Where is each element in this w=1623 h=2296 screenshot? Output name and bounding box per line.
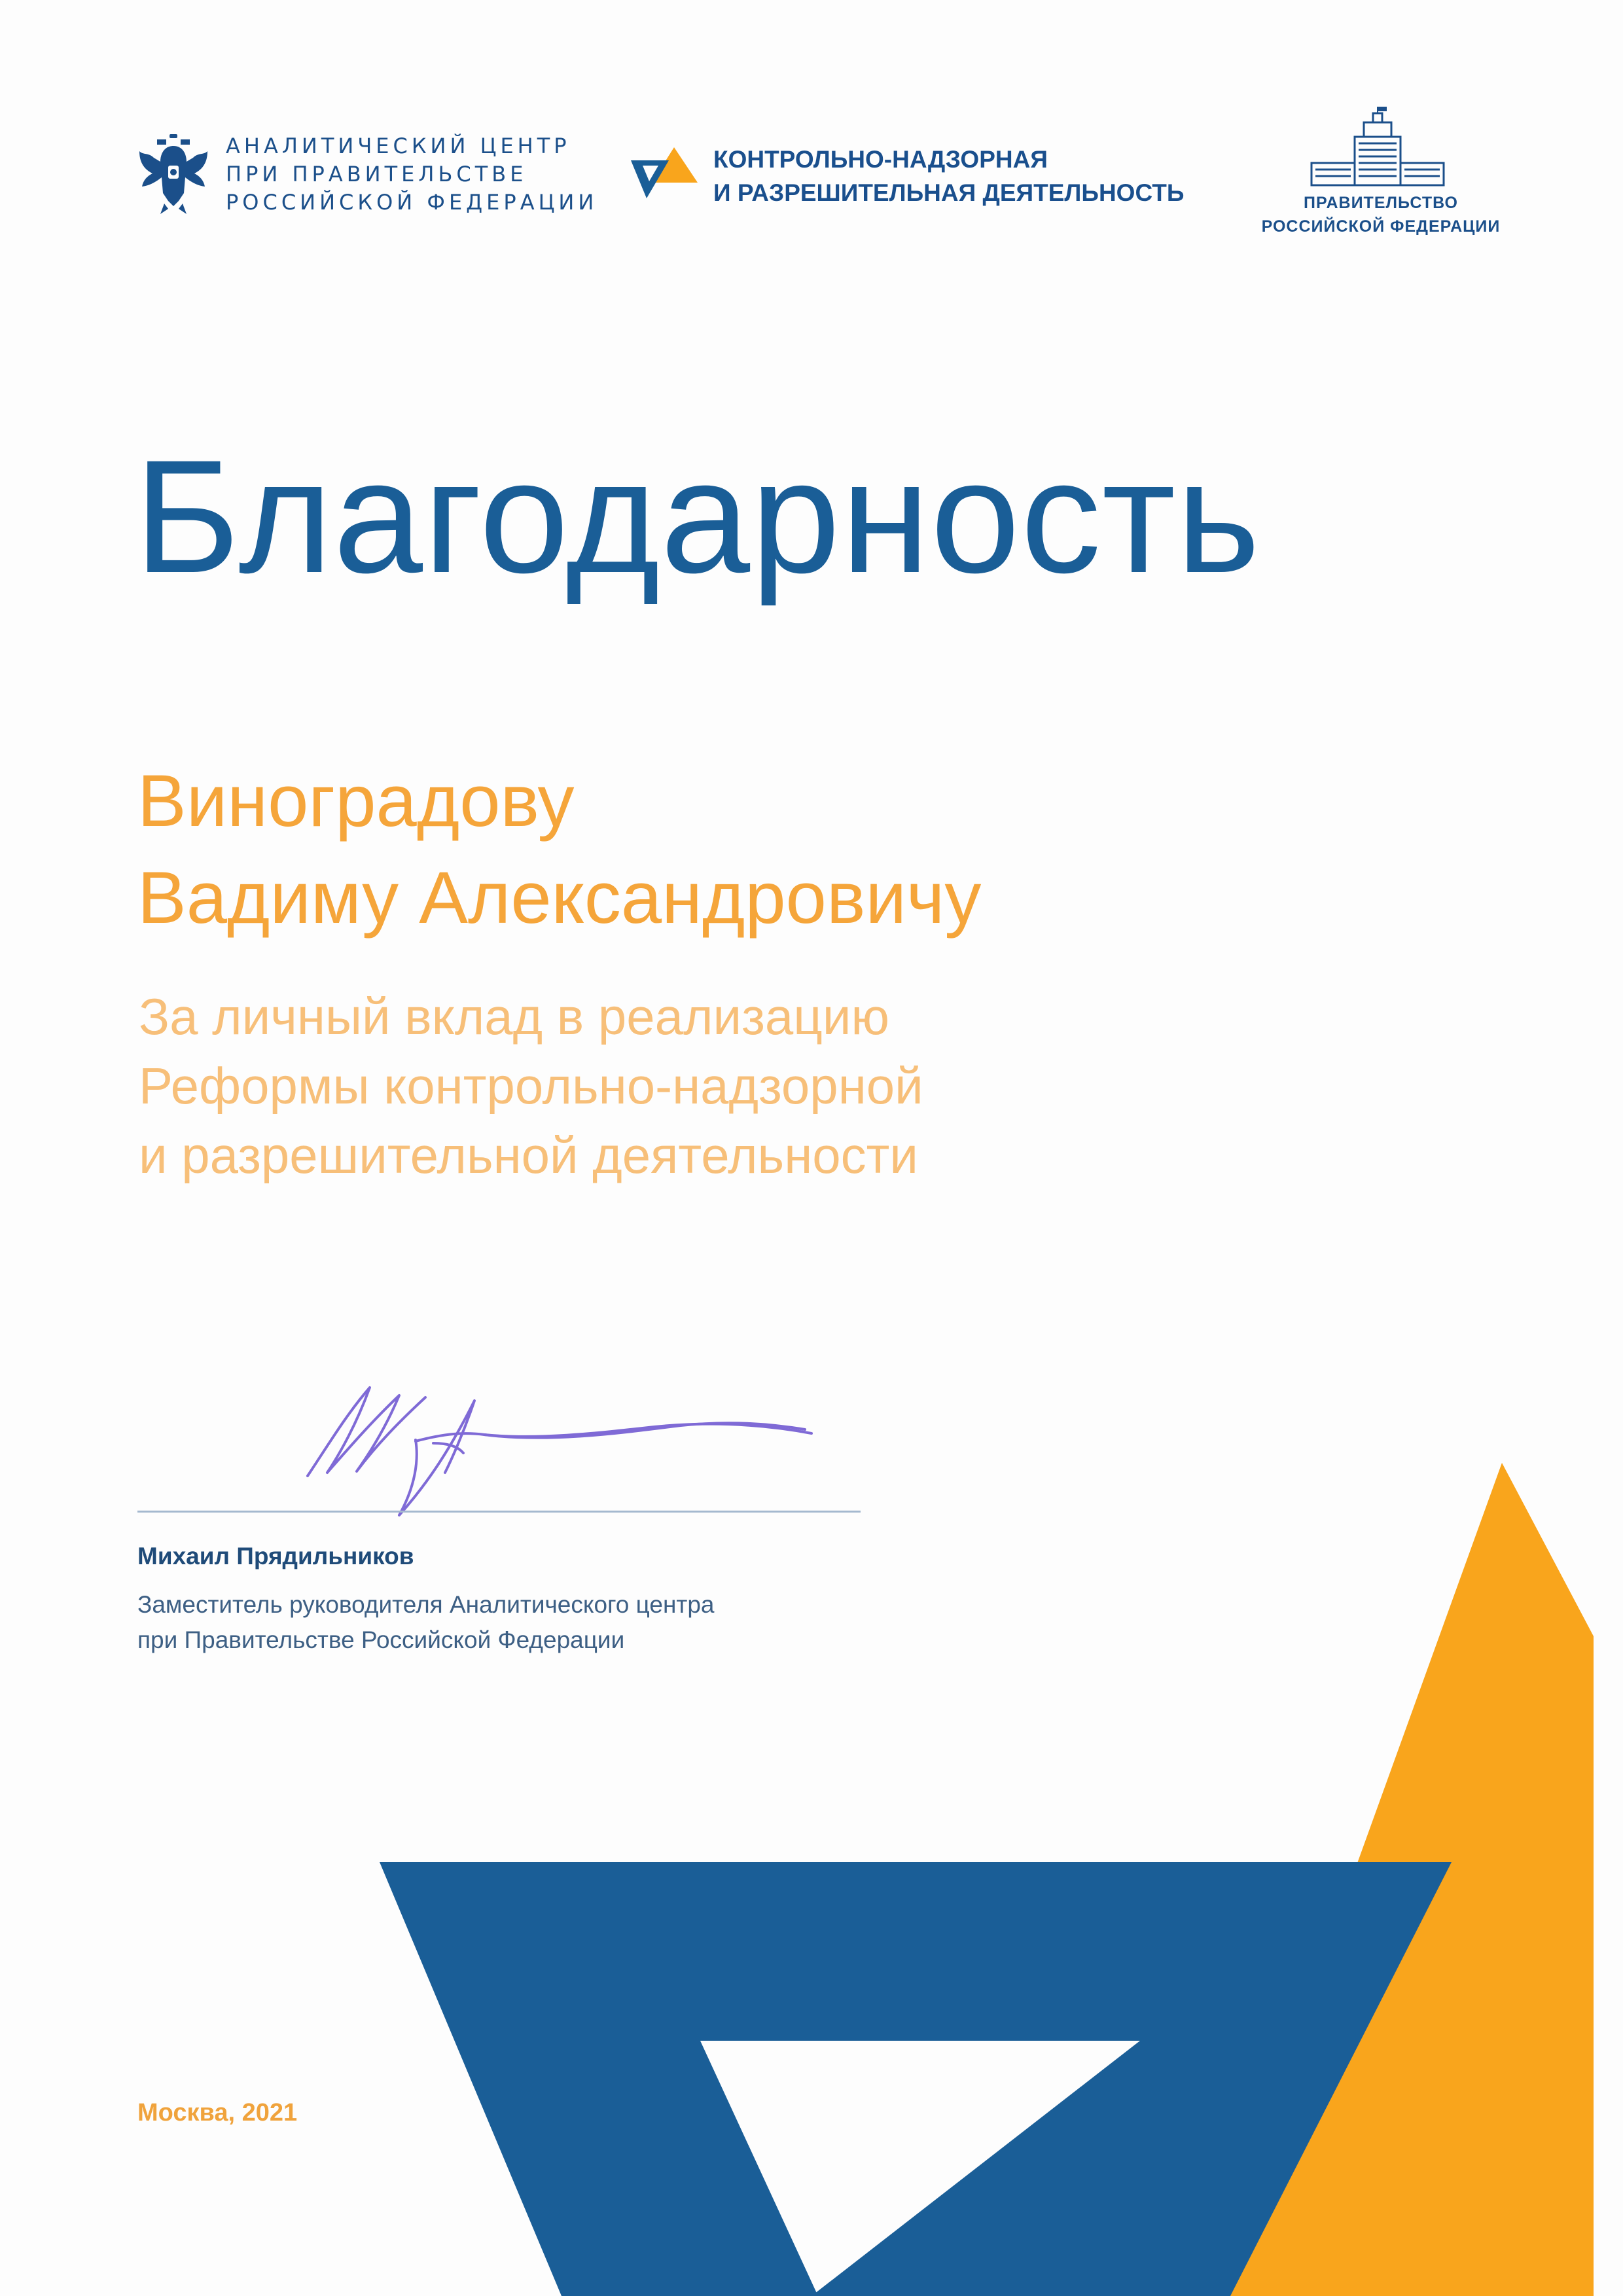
logo-text-line: КОНТРОЛЬНО-НАДЗОРНАЯ	[713, 146, 1048, 173]
reason-line: За личный вклад в реализацию	[139, 988, 889, 1045]
analytic-center-logo-text	[226, 132, 598, 217]
reason-line: и разрешительной деятельности	[139, 1126, 918, 1184]
recipient-surname: Виноградову	[137, 760, 575, 842]
place-and-date: Москва, 2021	[137, 2099, 298, 2126]
knd-logo-icon	[630, 146, 702, 200]
reason-line: Реформы контрольно-надзорной	[139, 1057, 923, 1115]
logo-text-line: ПРИ ПРАВИТЕЛЬСТВЕ	[226, 162, 527, 187]
logo-text-line: РОССИЙСКОЙ ФЕДЕРАЦИИ	[226, 190, 598, 215]
signer-position-line: при Правительстве Российской Федерации	[137, 1626, 625, 1653]
award-reason	[139, 982, 1448, 1190]
knd-logo-text	[713, 143, 1211, 209]
logo-text-line: ПРАВИТЕЛЬСТВО	[1304, 194, 1458, 212]
signature-line	[137, 1511, 861, 1513]
signer-position	[137, 1587, 923, 1658]
handwritten-signature	[288, 1361, 864, 1525]
logo-text-line: И РАЗРЕШИТЕЛЬНАЯ ДЕЯТЕЛЬНОСТЬ	[713, 179, 1185, 206]
logo-text-line: РОССИЙСКОЙ ФЕДЕРАЦИИ	[1261, 217, 1501, 236]
logo-text-line: АНАЛИТИЧЕСКИЙ ЦЕНТР	[226, 134, 571, 158]
government-logo-text	[1230, 191, 1531, 238]
white-house-building-icon	[1309, 107, 1446, 189]
recipient-name	[137, 753, 1446, 946]
certificate-title: Благодарность	[134, 427, 1261, 607]
signer-name: Михаил Прядильников	[137, 1543, 414, 1570]
recipient-given-names: Вадиму Александровичу	[137, 857, 982, 939]
double-headed-eagle-icon	[134, 133, 213, 218]
signer-position-line: Заместитель руководителя Аналитического центра	[137, 1591, 715, 1618]
